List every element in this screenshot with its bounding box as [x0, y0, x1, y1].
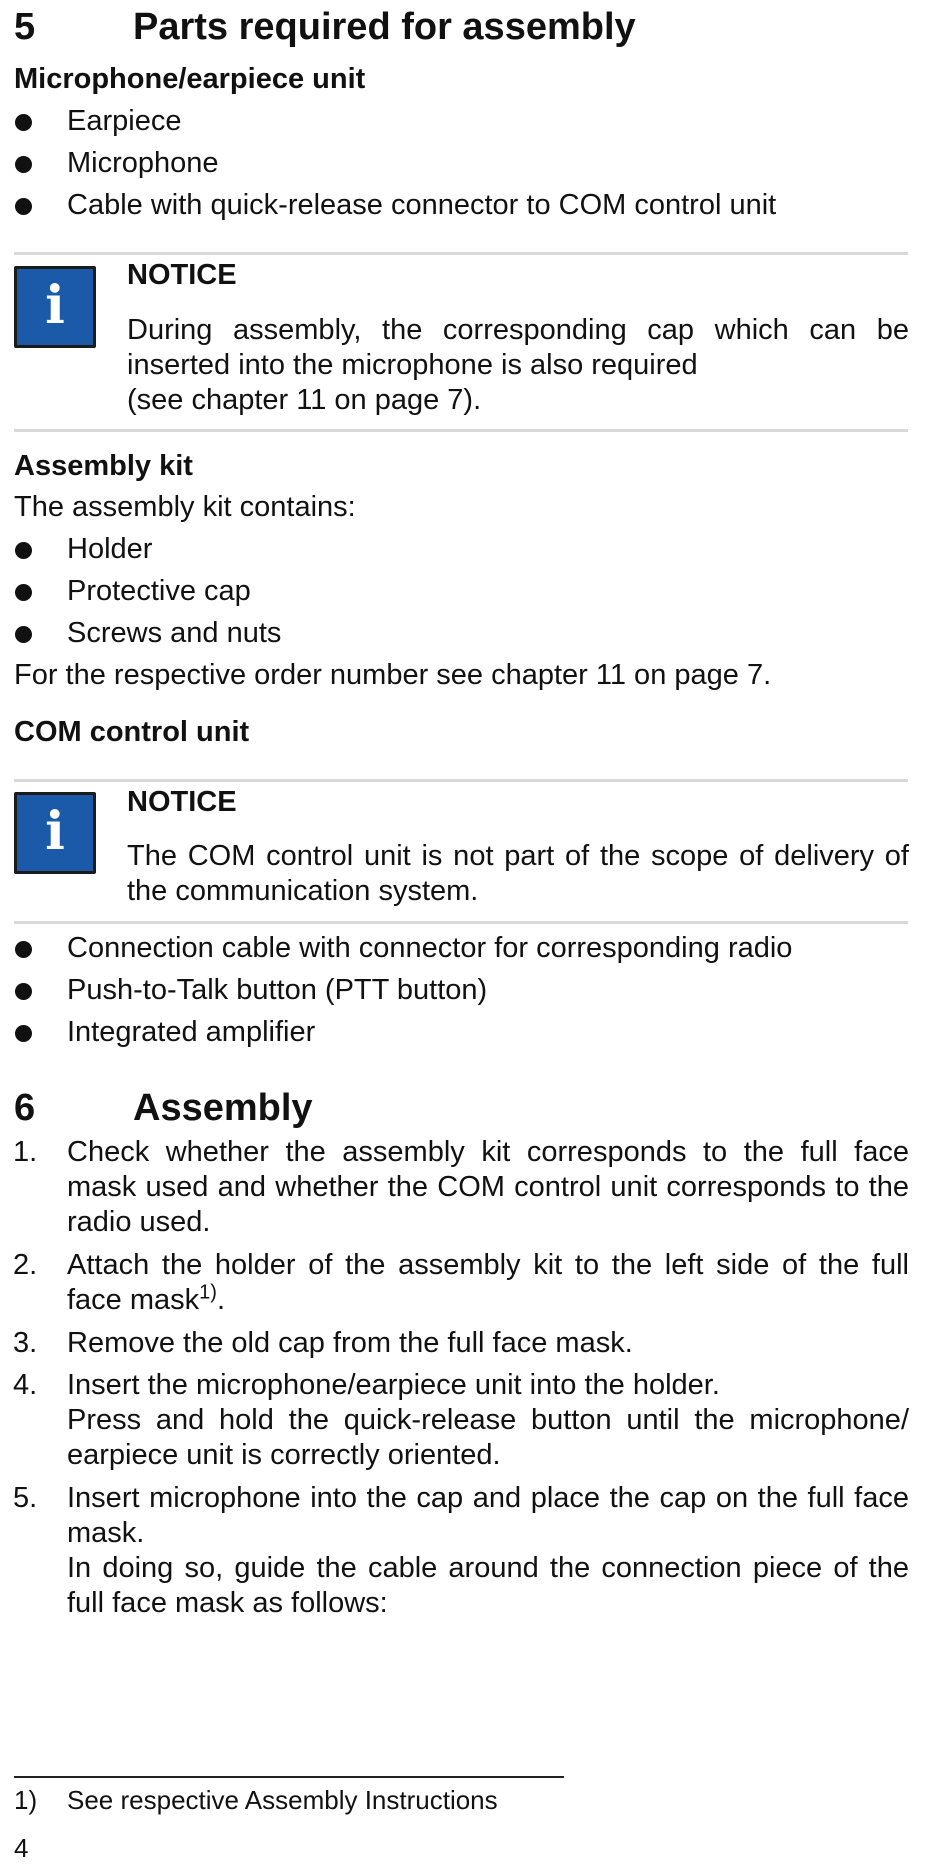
assembly-step	[0, 1368, 950, 1478]
assembly-step	[0, 1481, 950, 1631]
bullet-icon	[15, 584, 32, 601]
list-item: Push-to-Talk button (PTT button)	[0, 973, 950, 1008]
page-number: 4	[14, 1833, 29, 1863]
section-number: 6	[14, 1087, 36, 1129]
assembly-step	[0, 1248, 950, 1320]
notice-label: NOTICE	[127, 259, 237, 291]
com-unit-heading: COM control unit	[14, 716, 250, 748]
step-number: 1.	[13, 1136, 38, 1168]
footnote-divider	[14, 1776, 564, 1778]
footnote-marker: 1)	[199, 1281, 217, 1304]
bullet-icon	[15, 542, 32, 559]
assembly-kit-heading: Assembly kit	[14, 450, 193, 482]
bullet-icon	[15, 983, 32, 1000]
section-6-heading	[0, 1086, 950, 1130]
notice-reference: (see chapter 11 on page 7).	[127, 384, 482, 416]
list-item: Holder	[0, 532, 950, 567]
section-5-heading	[0, 5, 950, 49]
list-item: Cable with quick-release connector to COM control unit	[0, 188, 950, 223]
step-text: Remove the old cap from the full face mask.	[67, 1327, 633, 1359]
notice-divider	[14, 252, 908, 255]
assembly-step	[0, 1326, 950, 1361]
section-number: 5	[14, 6, 36, 48]
info-icon: i	[14, 792, 96, 874]
bullet-icon	[15, 156, 32, 173]
order-number-note: For the respective order number see chapter 11 on page 7.	[14, 659, 772, 691]
bullet-icon	[15, 941, 32, 958]
section-title: Parts required for assembly	[133, 6, 636, 48]
step-text: Check whether the assembly kit corresponds to the full face mask used and whether the COM control unit corresponds to the radio used.	[67, 1136, 909, 1238]
bullet-icon	[15, 198, 32, 215]
notice-text: During assembly, the corresponding cap which can be inserted into the microphone is also required	[127, 314, 909, 381]
footnote-text: See respective Assembly Instructions	[67, 1785, 498, 1815]
notice-text: The COM control unit is not part of the scope of delivery of the communication system.	[127, 840, 909, 907]
step-text: Insert the microphone/earpiece unit into the holder. Press and hold the quick-release button until the microphone/ earpiece unit is correctly oriented.	[67, 1369, 909, 1471]
notice-divider	[14, 779, 908, 782]
list-item: Connection cable with connector for corresponding radio	[0, 931, 950, 966]
list-item: Microphone	[0, 146, 950, 181]
bullet-icon	[15, 114, 32, 131]
notice-label: NOTICE	[127, 786, 237, 818]
step-number: 5.	[13, 1482, 38, 1514]
list-item: Protective cap	[0, 574, 950, 609]
step-number: 3.	[13, 1327, 38, 1359]
list-item: Earpiece	[0, 104, 950, 139]
assembly-kit-intro: The assembly kit contains:	[14, 491, 356, 523]
list-item: Integrated amplifier	[0, 1015, 950, 1050]
notice-divider	[14, 921, 908, 924]
info-icon: i	[14, 266, 96, 348]
bullet-icon	[15, 626, 32, 643]
list-item: Screws and nuts	[0, 616, 950, 651]
mic-unit-heading: Microphone/earpiece unit	[14, 63, 366, 95]
assembly-step	[0, 1135, 950, 1245]
notice-divider	[14, 429, 908, 432]
footnote-marker: 1)	[14, 1785, 38, 1815]
step-number: 4.	[13, 1369, 38, 1401]
section-title: Assembly	[133, 1087, 313, 1129]
step-text: Insert microphone into the cap and place the cap on the full face mask. In doing so, guide the cable around the connection piece of the full face mask as follows:	[67, 1482, 909, 1619]
bullet-icon	[15, 1025, 32, 1042]
step-text: Attach the holder of the assembly kit to the left side of the full face mask$^{1)}$.	[67, 1249, 909, 1316]
step-number: 2.	[13, 1249, 38, 1281]
